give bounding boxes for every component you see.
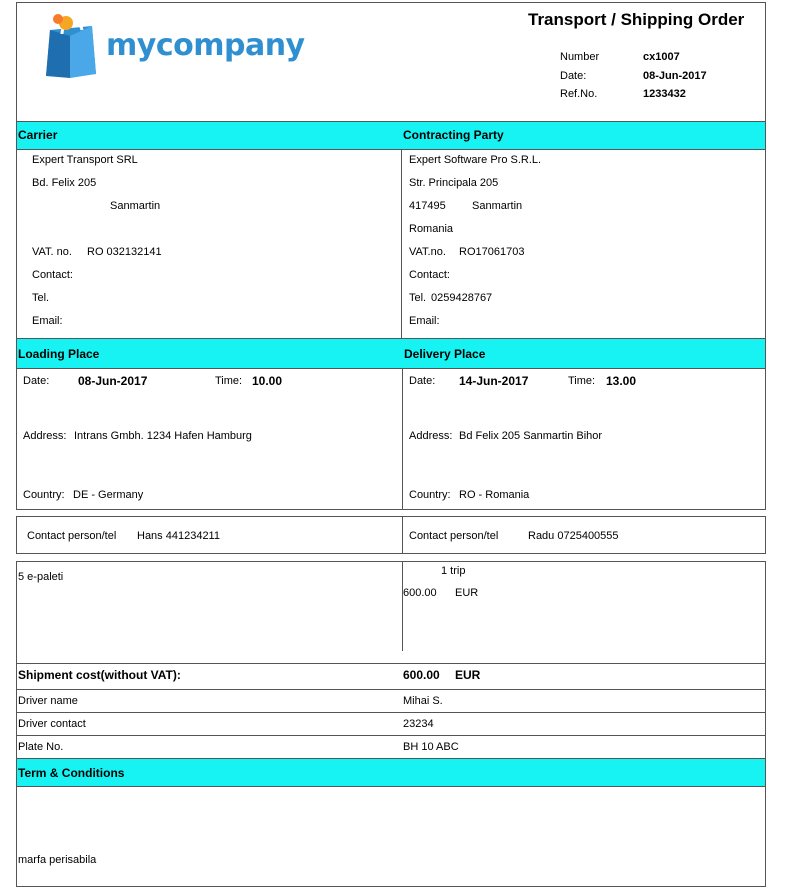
- delivery-contact: Radu 0725400555: [528, 530, 619, 542]
- delivery-time-label: Time:: [568, 375, 596, 387]
- loading-date: 08-Jun-2017: [78, 374, 148, 388]
- carrier-city: Sanmartin: [110, 200, 161, 212]
- delivery-header: Delivery Place: [404, 347, 486, 361]
- driver-contact-label: Driver contact: [18, 718, 86, 730]
- loading-time: 10.00: [252, 374, 283, 388]
- shipment-cost-currency: EUR: [455, 668, 481, 682]
- delivery-country: RO - Romania: [459, 489, 530, 501]
- loading-time-label: Time:: [215, 375, 243, 387]
- driver-name: Mihai S.: [403, 695, 443, 707]
- driver-name-label: Driver name: [18, 695, 78, 707]
- shipment-cost-label: Shipment cost(without VAT):: [18, 668, 181, 682]
- delivery-address-label: Address:: [409, 430, 453, 442]
- terms-text: marfa perisabila: [18, 854, 97, 866]
- contracting-vat: RO17061703: [459, 246, 525, 258]
- shopping-bag-icon: [40, 14, 102, 80]
- goods-description: 5 e-paleti: [18, 571, 64, 583]
- plate-number: BH 10 ABC: [403, 741, 459, 753]
- order-ref-label: Ref.No.: [560, 88, 598, 100]
- logo: [40, 14, 305, 80]
- shipment-cost-amount: 600.00: [403, 668, 440, 682]
- contracting-contact-label: Contact:: [409, 269, 450, 281]
- contracting-name: Expert Software Pro S.R.L.: [409, 154, 542, 166]
- loading-address: Intrans Gmbh. 1234 Hafen Hamburg: [74, 430, 252, 442]
- loading-address-label: Address:: [23, 430, 67, 442]
- contracting-tel-label: Tel.: [409, 292, 427, 304]
- carrier-header: Carrier: [18, 128, 58, 142]
- order-number: cx1007: [643, 51, 680, 63]
- goods-currency: EUR: [455, 587, 479, 599]
- delivery-date: 14-Jun-2017: [459, 374, 529, 388]
- loading-date-label: Date:: [23, 375, 50, 387]
- carrier-email-label: Email:: [32, 315, 63, 327]
- delivery-date-label: Date:: [409, 375, 436, 387]
- page-title: Transport / Shipping Order: [528, 10, 745, 29]
- contracting-street: Str. Principala 205: [409, 177, 499, 189]
- carrier-vat-label: VAT. no.: [32, 246, 72, 258]
- order-date: 08-Jun-2017: [643, 70, 707, 82]
- contracting-email-label: Email:: [409, 315, 440, 327]
- order-number-label: Number: [560, 51, 600, 63]
- goods-box: [16, 561, 766, 664]
- goods-amount: 600.00: [403, 587, 437, 599]
- contacts-box: [16, 516, 766, 554]
- contracting-country: Romania: [409, 223, 454, 235]
- loading-country: DE - Germany: [73, 489, 144, 501]
- parties-header-band: [17, 122, 765, 149]
- loading-contact: Hans 441234211: [137, 530, 220, 542]
- terms-header: Term & Conditions: [18, 766, 125, 780]
- logo-text: mycompany: [106, 28, 305, 63]
- contracting-tel: 0259428767: [431, 292, 493, 304]
- plate-label: Plate No.: [18, 741, 64, 753]
- goods-trips: 1 trip: [441, 565, 466, 577]
- contracting-zip: 417495: [409, 200, 446, 212]
- driver-contact: 23234: [403, 718, 434, 730]
- contracting-header: Contracting Party: [403, 128, 504, 142]
- carrier-street: Bd. Felix 205: [32, 177, 97, 189]
- terms-header-band: [17, 759, 765, 786]
- loading-header: Loading Place: [18, 347, 100, 361]
- contracting-vat-label: VAT.no.: [409, 246, 446, 258]
- loading-contact-label: Contact person/tel: [27, 530, 117, 542]
- carrier-vat: RO 032132141: [87, 246, 162, 258]
- delivery-address: Bd Felix 205 Sanmartin Bihor: [459, 430, 603, 442]
- order-date-label: Date:: [560, 70, 587, 82]
- contracting-city: Sanmartin: [472, 200, 523, 212]
- places-header-band: [17, 339, 765, 368]
- carrier-tel-label: Tel.: [32, 292, 50, 304]
- loading-country-label: Country:: [23, 489, 65, 501]
- delivery-country-label: Country:: [409, 489, 451, 501]
- delivery-contact-label: Contact person/tel: [409, 530, 499, 542]
- carrier-contact-label: Contact:: [32, 269, 73, 281]
- delivery-time: 13.00: [606, 374, 637, 388]
- order-ref: 1233432: [643, 88, 686, 100]
- carrier-name: Expert Transport SRL: [32, 154, 138, 166]
